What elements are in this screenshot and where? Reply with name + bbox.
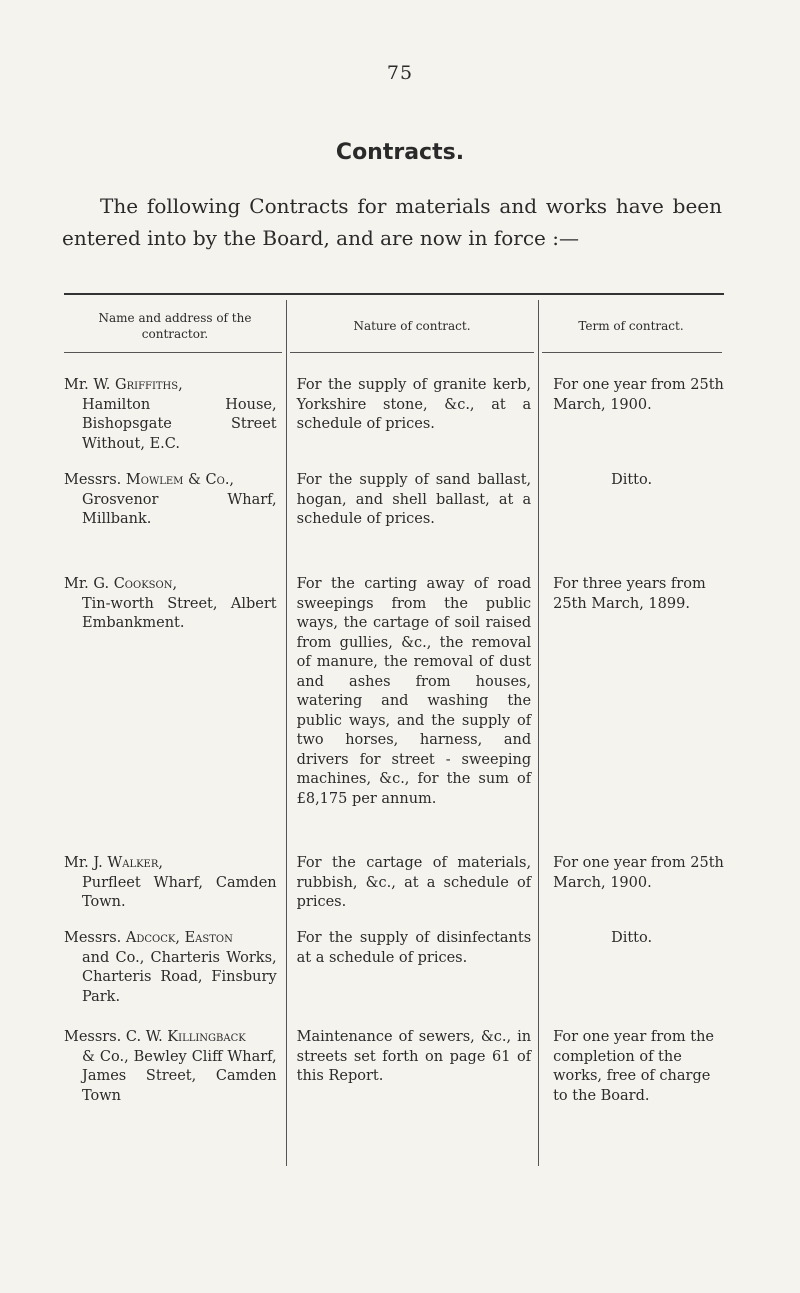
- term-cell: For three years from 25th March, 1899.: [553, 576, 706, 612]
- table-body: [64, 376, 724, 1127]
- table-header-row: [64, 296, 724, 352]
- intro-paragraph: The following Contracts for materials and works have been entered into by the Board, and are now in force :—: [62, 194, 722, 250]
- nature-cell: Maintenance of sewers, &c., in streets set forth on page 61 of this Report.: [296, 1029, 532, 1084]
- contractor-cell: [64, 376, 285, 462]
- nature-cell: For the supply of sand ballast, hogan, and shell ballast, at a schedule of prices.: [296, 472, 532, 527]
- nature-cell: For the supply of disinfectants at a schedule of prices.: [296, 930, 532, 966]
- contracts-table: [64, 296, 724, 352]
- contractor-prefix: Messrs.: [64, 472, 122, 488]
- contractor-cell: [64, 929, 285, 1019]
- contractor-cell: [64, 471, 285, 566]
- table-top-rule: [64, 293, 724, 295]
- nature-cell: For the supply of granite kerb, Yorkshire stone, &c., at a schedule of prices.: [296, 377, 532, 432]
- table-row: [64, 929, 724, 1019]
- contractor-address: & Co., Bewley Cliff Wharf, James Street, Camden Town: [82, 1048, 277, 1104]
- contractor-prefix: Mr. J.: [64, 855, 103, 871]
- header-rule: [290, 352, 534, 353]
- table-row: [64, 471, 724, 566]
- term-cell: Ditto.: [611, 472, 653, 488]
- contractor-cell: [64, 575, 285, 845]
- header-rule: [64, 352, 282, 353]
- contractor-address: Grosvenor Wharf, Millbank.: [82, 491, 277, 527]
- contractor-name: Walker,: [107, 855, 163, 871]
- contractor-prefix: Messrs. C. W.: [64, 1029, 163, 1045]
- contractor-prefix: Messrs.: [64, 930, 122, 946]
- header-rule: [542, 352, 722, 353]
- nature-cell: For the carting away of road sweepings from the public ways, the cartage of soil raised from gullies, &c., the removal of manure, the removal of dust and ashes from houses, watering and washing the public ways, and the supply of two horses, harness, and drivers for street - sweeping machines, &c., for the sum of £8,175 per annum.: [296, 576, 532, 807]
- contractor-cell: [64, 854, 285, 920]
- header-term: Term of contract.: [578, 319, 684, 333]
- table-row: [64, 376, 724, 462]
- term-cell: For one year from 25th March, 1900.: [553, 855, 724, 891]
- table-row: [64, 854, 724, 920]
- contractor-address: and Co., Charteris Works, Charteris Road, Finsbury Park.: [82, 949, 277, 1005]
- contractor-name: Mowlem & Co.,: [125, 472, 235, 488]
- contractor-cell: [64, 1028, 285, 1118]
- term-cell: Ditto.: [611, 930, 653, 946]
- term-cell: For one year from the completion of the works, free of charge to the Board.: [553, 1029, 714, 1104]
- contractor-prefix: Mr. G.: [64, 576, 110, 592]
- page-title: Contracts.: [335, 140, 465, 165]
- contractor-address: Tin-worth Street, Albert Embankment.: [82, 595, 277, 631]
- contractor-name: Adcock, Easton: [125, 930, 233, 946]
- contractor-address: Hamilton House, Bishopsgate Street Without, E.C.: [82, 396, 277, 452]
- table-row: [64, 1028, 724, 1118]
- table-row: [64, 575, 724, 845]
- contractor-name: Killingback: [167, 1029, 246, 1045]
- nature-cell: For the cartage of materials, rubbish, &c., at a schedule of prices.: [296, 855, 532, 910]
- contractor-name: Griffiths,: [115, 377, 183, 393]
- term-cell: For one year from 25th March, 1900.: [553, 377, 724, 413]
- page-number: 75: [386, 62, 414, 84]
- contractor-address: Purfleet Wharf, Camden Town.: [82, 874, 277, 910]
- header-name: Name and address of the contractor.: [98, 311, 252, 341]
- contractor-name: Cookson,: [113, 576, 178, 592]
- header-nature: Nature of contract.: [353, 319, 471, 333]
- contractor-prefix: Mr. W.: [64, 377, 111, 393]
